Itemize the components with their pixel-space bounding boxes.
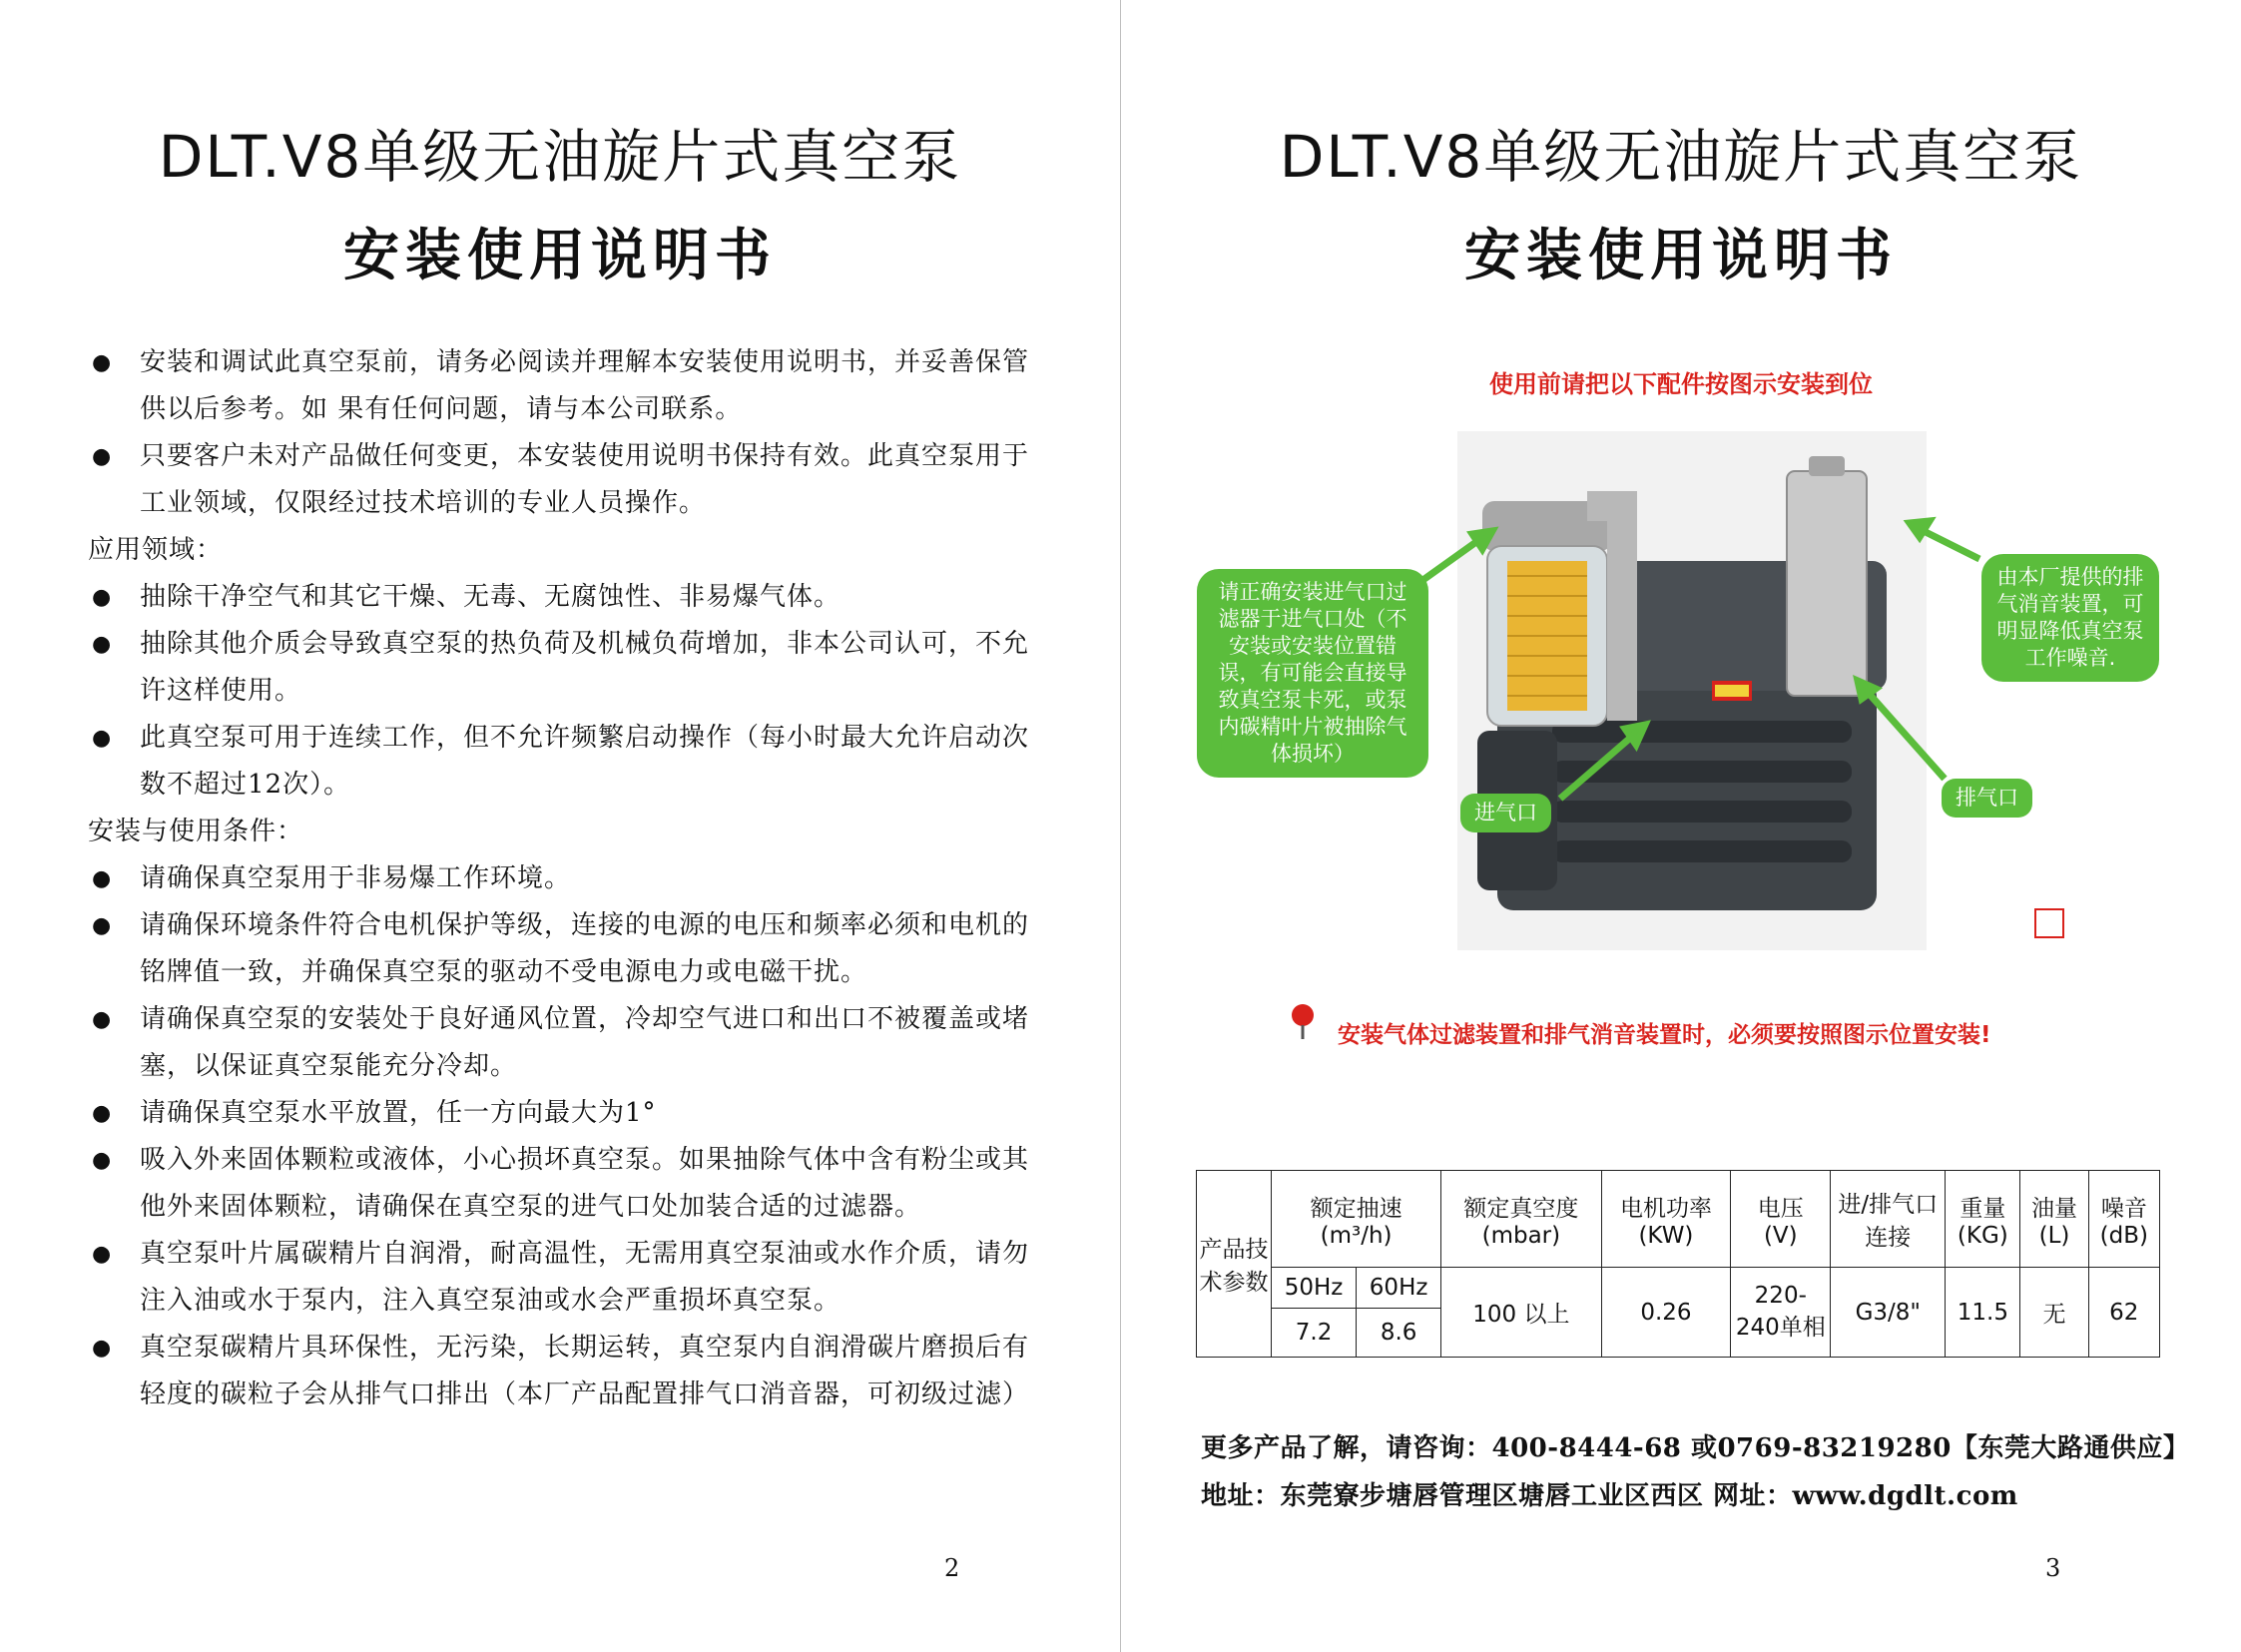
list-item: ● 安装和调试此真空泵前，请务必阅读并理解本安装使用说明书，并妥善保管供以后参考。如 果有任何问题，请与本公司联系。 (88, 339, 1046, 433)
cell-60hz: 60Hz (1357, 1268, 1441, 1309)
header-voltage: 电压 (V) (1731, 1171, 1831, 1268)
header-oil: 油量 (L) (2020, 1171, 2088, 1268)
bullet-icon: ● (92, 1101, 113, 1126)
cell-vacuum: 100 以上 (1441, 1268, 1601, 1358)
bullet-icon: ● (92, 1007, 113, 1032)
cell-power: 0.26 (1601, 1268, 1731, 1358)
list-item: ● 真空泵碳精片具环保性，无污染，长期运转，真空泵内自润滑碳片磨损后有轻度的碳粒子会从排气口排出（本厂产品配置排气口消音器，可初级过滤） (88, 1325, 1046, 1418)
red-square-mark (2034, 908, 2064, 938)
page-number: 3 (2045, 1554, 2061, 1582)
list-item: ● 抽除干净空气和其它干燥、无毒、无腐蚀性、非易爆气体。 (88, 574, 1046, 621)
warning-text: 安装气体过滤装置和排气消音装置时，必须要按照图示位置安装! (1338, 1022, 1991, 1048)
bullet-icon: ● (92, 444, 113, 469)
label-inlet: 进气口 (1460, 794, 1551, 832)
cell-50hz: 50Hz (1272, 1268, 1357, 1309)
bullet-icon: ● (92, 1336, 113, 1361)
cell-speed-60: 8.6 (1357, 1309, 1441, 1358)
bullet-icon: ● (92, 913, 113, 938)
bullet-icon: ● (92, 1242, 113, 1267)
label-outlet: 排气口 (1942, 779, 2032, 818)
header-power: 电机功率 (KW) (1601, 1171, 1731, 1268)
callout-inlet-filter: 请正确安装进气口过滤器于进气口处（不安装或安装位置错误，有可能会直接导致真空泵卡死，或泵内碳精叶片被抽除气体损坏） (1197, 569, 1428, 778)
header-weight: 重量 (KG) (1946, 1171, 2020, 1268)
list-item: ● 抽除其他介质会导致真空泵的热负荷及机械负荷增加，非本公司认可，不允许这样使用。 (88, 621, 1046, 715)
callout-muffler: 由本厂提供的排气消音装置，可明显降低真空泵工作噪音. (1981, 554, 2159, 682)
doc-subtitle: 安装使用说明书 (1464, 224, 1898, 288)
doc-title: DLT.V8单级无油旋片式真空泵 (158, 123, 962, 191)
cell-speed-50: 7.2 (1272, 1309, 1357, 1358)
list-item: ● 吸入外来固体颗粒或液体，小心损坏真空泵。如果抽除气体中含有粉尘或其他外来固体颗粒，请确保在真空泵的进气口处加装合适的过滤器。 (88, 1137, 1046, 1231)
doc-title: DLT.V8单级无油旋片式真空泵 (1279, 123, 2083, 191)
address-line: 地址：东莞寮步塘唇管理区塘唇工业区西区 网址：www.dgdlt.com (1201, 1481, 2018, 1511)
list-item: ● 请确保真空泵的安装处于良好通风位置，冷却空气进口和出口不被覆盖或堵塞，以保证真空泵能充分冷却。 (88, 996, 1046, 1090)
bullet-icon: ● (92, 1148, 113, 1173)
bullet-icon: ● (92, 350, 113, 375)
install-note: 使用前请把以下配件按图示安装到位 (1489, 370, 1873, 398)
cell-voltage: 220-240单相 (1731, 1268, 1831, 1358)
bullet-icon: ● (92, 866, 113, 891)
list-item: ● 真空泵叶片属碳精片自润滑，耐高温性，无需用真空泵油或水作介质，请勿注入油或水于泵内，注入真空泵油或水会严重损坏真空泵。 (88, 1231, 1046, 1325)
instructions (88, 339, 1046, 1418)
spec-table (1196, 1170, 2160, 1358)
page-number: 2 (944, 1554, 960, 1582)
contact-line: 更多产品了解，请咨询：400-8444-68 或0769-83219280【东莞大路通供应】 (1201, 1433, 2190, 1463)
callout-arrows (1121, 0, 2241, 998)
list-item: ● 请确保真空泵用于非易爆工作环境。 (88, 855, 1046, 902)
page-right (1121, 0, 2241, 1652)
cell-weight: 11.5 (1946, 1268, 2020, 1358)
bullet-icon: ● (92, 585, 113, 610)
section-heading: 应用领域： (88, 535, 224, 565)
list-item: ● 请确保环境条件符合电机保护等级，连接的电源的电压和频率必须和电机的铭牌值一致，并确保真空泵的驱动不受电源电力或电磁干扰。 (88, 902, 1046, 996)
list-item: ● 此真空泵可用于连续工作，但不允许频繁启动操作（每小时最大允许启动次数不超过12次）。 (88, 715, 1046, 809)
bullet-icon: ● (92, 726, 113, 751)
cell-noise: 62 (2088, 1268, 2159, 1358)
cell-connection: G3/8" (1831, 1268, 1946, 1358)
bullet-icon: ● (92, 632, 113, 657)
header-noise: 噪音 (dB) (2088, 1171, 2159, 1268)
table-row-header: 产品技术参数 (1197, 1171, 1272, 1358)
header-speed: 额定抽速 (m³/h) (1272, 1171, 1441, 1268)
doc-subtitle: 安装使用说明书 (343, 224, 777, 288)
section-heading: 安装与使用条件： (88, 817, 304, 846)
header-vacuum: 额定真空度 (mbar) (1441, 1171, 1601, 1268)
list-item: ● 请确保真空泵水平放置，任一方向最大为1° (88, 1090, 1046, 1137)
header-connection: 进/排气口连接 (1831, 1171, 1946, 1268)
pin-icon (1287, 1001, 1319, 1041)
page-left (0, 0, 1120, 1652)
cell-oil: 无 (2020, 1268, 2088, 1358)
list-item: ● 只要客户未对产品做任何变更，本安装使用说明书保持有效。此真空泵用于工业领域，仅限经过技术培训的专业人员操作。 (88, 433, 1046, 527)
